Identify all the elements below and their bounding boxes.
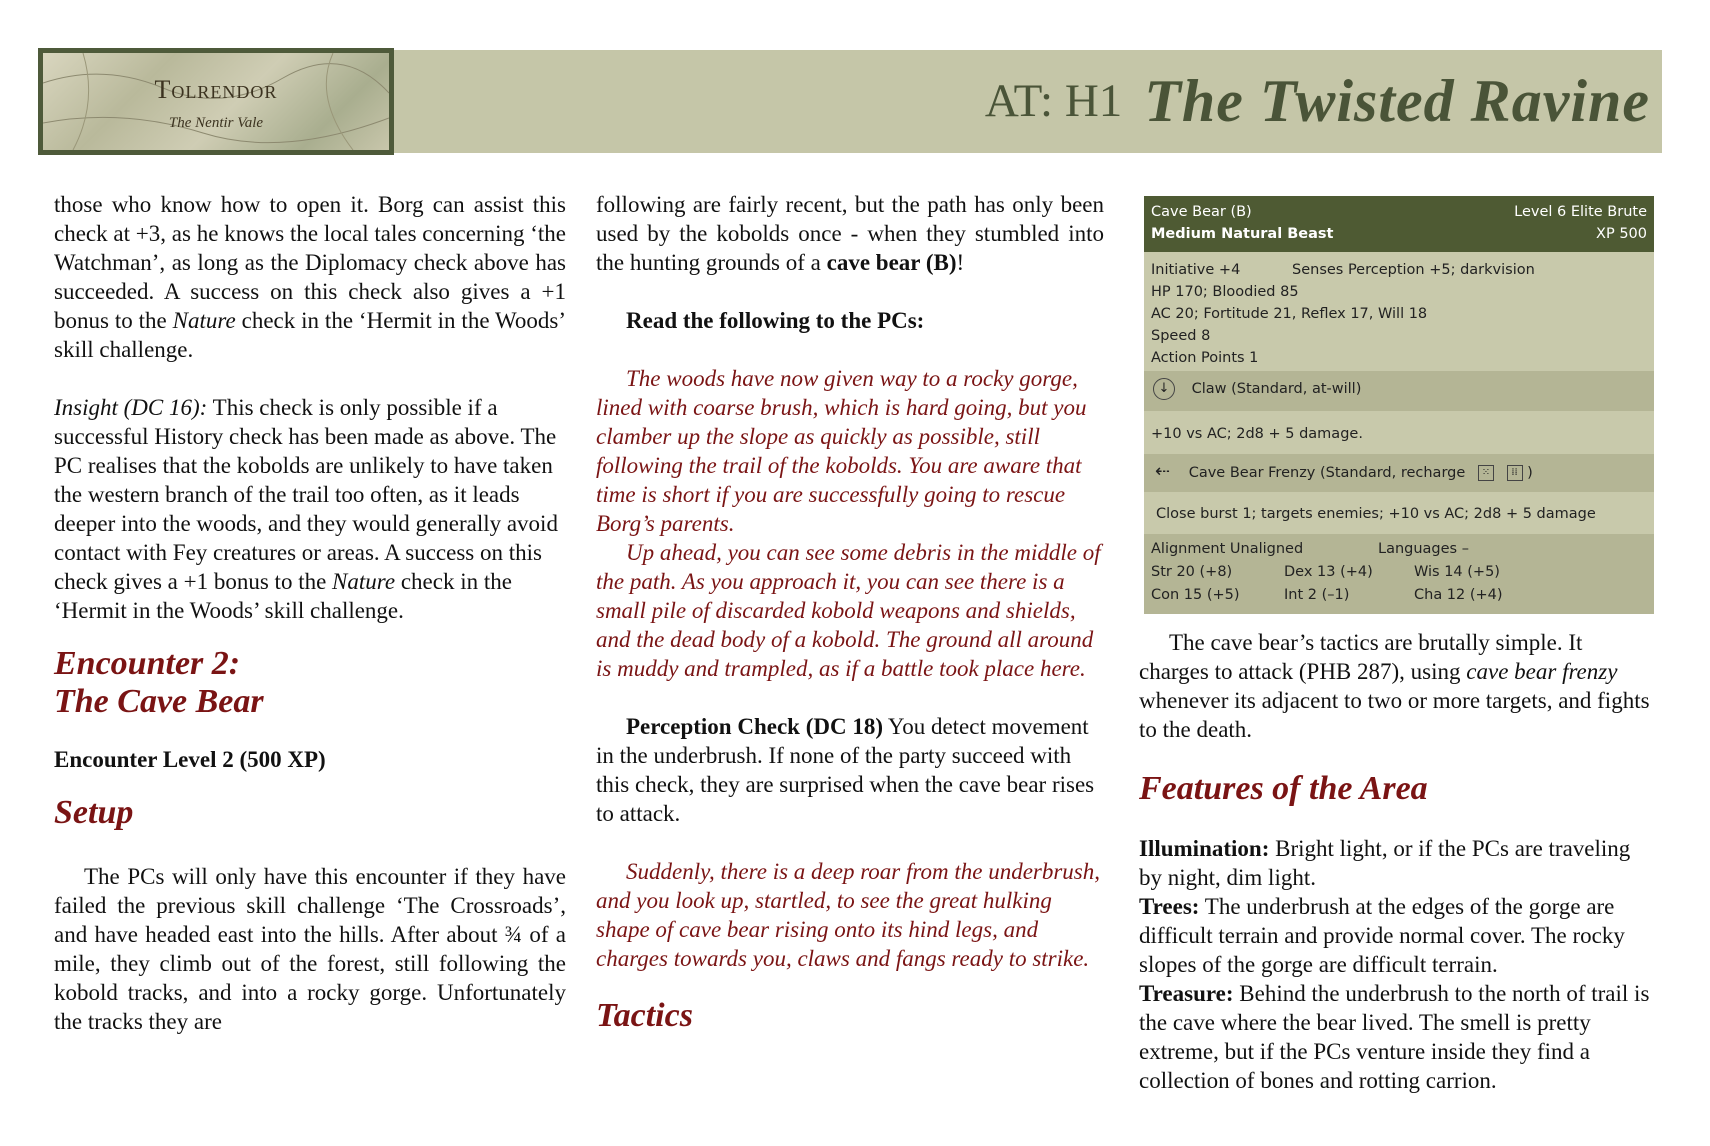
recharge-5-die-icon: ⁙	[1478, 465, 1494, 481]
read-aloud-text-2: Up ahead, you can see some debris in the middle of the path. As you approach it, you can see there is a small pile of discarded kobold weapons and shields, and the dead body of a kobold. The ground all around is muddy and trampled, as if a battle took place here.	[596, 540, 1101, 681]
stat-con: Con 15 (+5)	[1151, 587, 1240, 603]
adventure-code: AT: H1	[984, 75, 1123, 127]
close-burst-icon: ⇠	[1155, 461, 1171, 482]
stat-wis: Wis 14 (+5)	[1414, 564, 1500, 580]
action-points: Action Points 1	[1151, 350, 1259, 366]
logo-subtitle: The Nentir Vale	[168, 115, 264, 131]
perception-check: Perception Check (DC 18) You detect movement in the underbrush. If none of the party succeed with this check, they are surprised when the cave bear rises to attack.	[596, 714, 1095, 826]
encounter-level: Encounter Level 2 (500 XP)	[54, 747, 326, 772]
paragraph-insight: Insight (DC 16): This check is only possible if a successful History check has been made as above. The PC realises that the kobolds are unlikely to have taken the western branch of the trail too often, as it leads deeper into the woods, and they would generally avoid contact with Fey creatures or areas. A success on this check gives a +1 bonus to the Nature check in the ‘Hermit in the Woods’ skill challenge.	[54, 395, 558, 623]
power-claw: ↓ Claw (Standard, at-will)	[1153, 378, 1361, 400]
setup-heading: Setup	[54, 794, 134, 831]
monster-name: Cave Bear (B)	[1151, 204, 1252, 220]
paragraph-watchman: those who know how to open it. Borg can assist this check at +3, as he knows the local tales concerning ‘the Watchman’, as long as the Diplomacy check above has succeeded. A success on this check also gives a +1 bonus to the Nature check in the ‘Hermit in the Woods’ skill challenge.	[54, 192, 566, 362]
feature-illumination: Illumination: Bright light, or if the PCs are traveling by night, dim light.	[1139, 836, 1631, 890]
column-2	[596, 190, 1104, 1035]
features-heading: Features of the Area	[1139, 770, 1428, 807]
read-aloud-text-1: The woods have now given way to a rocky gorge, lined with coarse brush, which is hard going, but you clamber up the slope as quickly as possible, still following the trail of the kobolds. You are aware that time is short if you are successfully going to rescue Borg’s parents.	[596, 366, 1087, 536]
feature-trees: Trees: The underbrush at the edges of the gorge are difficult terrain and provide normal cover. The rocky slopes of the gorge are difficult terrain.	[1139, 894, 1625, 977]
power-frenzy-text: Close burst 1; targets enemies; +10 vs AC; 2d8 + 5 damage	[1156, 506, 1596, 522]
melee-basic-icon: ↓	[1153, 378, 1175, 400]
alignment: Alignment Unaligned	[1151, 541, 1304, 557]
stat-cha: Cha 12 (+4)	[1414, 587, 1503, 603]
logo-title: Tolrendor	[154, 75, 278, 104]
power-frenzy: ⇠ Cave Bear Frenzy (Standard, recharge ⁙ ⁞⁞ )	[1155, 461, 1533, 482]
cave-bear-statblock	[1144, 196, 1654, 614]
stat-dex: Dex 13 (+4)	[1284, 564, 1373, 580]
setup-paragraph: The PCs will only have this encounter if they have failed the previous skill challenge ‘The Crossroads’, and have headed east into the hills. After about ¾ of a mile, they climb out of the forest, still following the kobold tracks, and into a rocky gorge. Unfortunately the tracks they are	[54, 864, 566, 1034]
tolrendor-logo	[38, 48, 394, 155]
encounter-heading: Encounter 2: The Cave Bear	[54, 645, 264, 720]
read-aloud-label: Read the following to the PCs:	[626, 308, 925, 333]
recharge-6-die-icon: ⁞⁞	[1507, 465, 1523, 481]
stat-int: Int 2 (–1)	[1284, 587, 1350, 603]
tactics-paragraph: The cave bear’s tactics are brutally simple. It charges to attack (PHB 287), using cave bear frenzy whenever its adjacent to two or more targets, and fights to the death.	[1139, 630, 1650, 742]
read-aloud-text-3: Suddenly, there is a deep roar from the underbrush, and you look up, startled, to see the great hulking shape of cave bear rising onto its hind legs, and charges towards you, claws and fangs ready to strike.	[596, 859, 1101, 971]
languages: Languages –	[1378, 541, 1469, 557]
monster-xp: XP 500	[1596, 226, 1647, 242]
column-3	[1139, 628, 1655, 1095]
speed: Speed 8	[1151, 328, 1211, 344]
monster-level: Level 6 Elite Brute	[1514, 204, 1647, 220]
power-claw-text: +10 vs AC; 2d8 + 5 damage.	[1151, 426, 1363, 442]
hit-points: HP 170; Bloodied 85	[1151, 284, 1299, 300]
stat-str: Str 20 (+8)	[1151, 564, 1233, 580]
adventure-title: The Twisted Ravine	[1144, 67, 1650, 134]
senses: Senses Perception +5; darkvision	[1292, 262, 1535, 278]
statblock-header	[1144, 196, 1654, 252]
page-title	[985, 58, 1650, 144]
initiative: Initiative +4	[1151, 262, 1241, 278]
column-1	[54, 190, 566, 1036]
tactics-heading: Tactics	[596, 997, 693, 1034]
paragraph-path: following are fairly recent, but the path has only been used by the kobolds once - when they stumbled into the hunting grounds of a cave bear (B)!	[596, 192, 1104, 275]
monster-type: Medium Natural Beast	[1151, 226, 1334, 242]
feature-treasure: Treasure: Behind the underbrush to the north of trail is the cave where the bear lived. The smell is pretty extreme, but if the PCs venture inside they find a collection of bones and rotting carrion.	[1139, 981, 1650, 1093]
defenses: AC 20; Fortitude 21, Reflex 17, Will 18	[1151, 306, 1428, 322]
